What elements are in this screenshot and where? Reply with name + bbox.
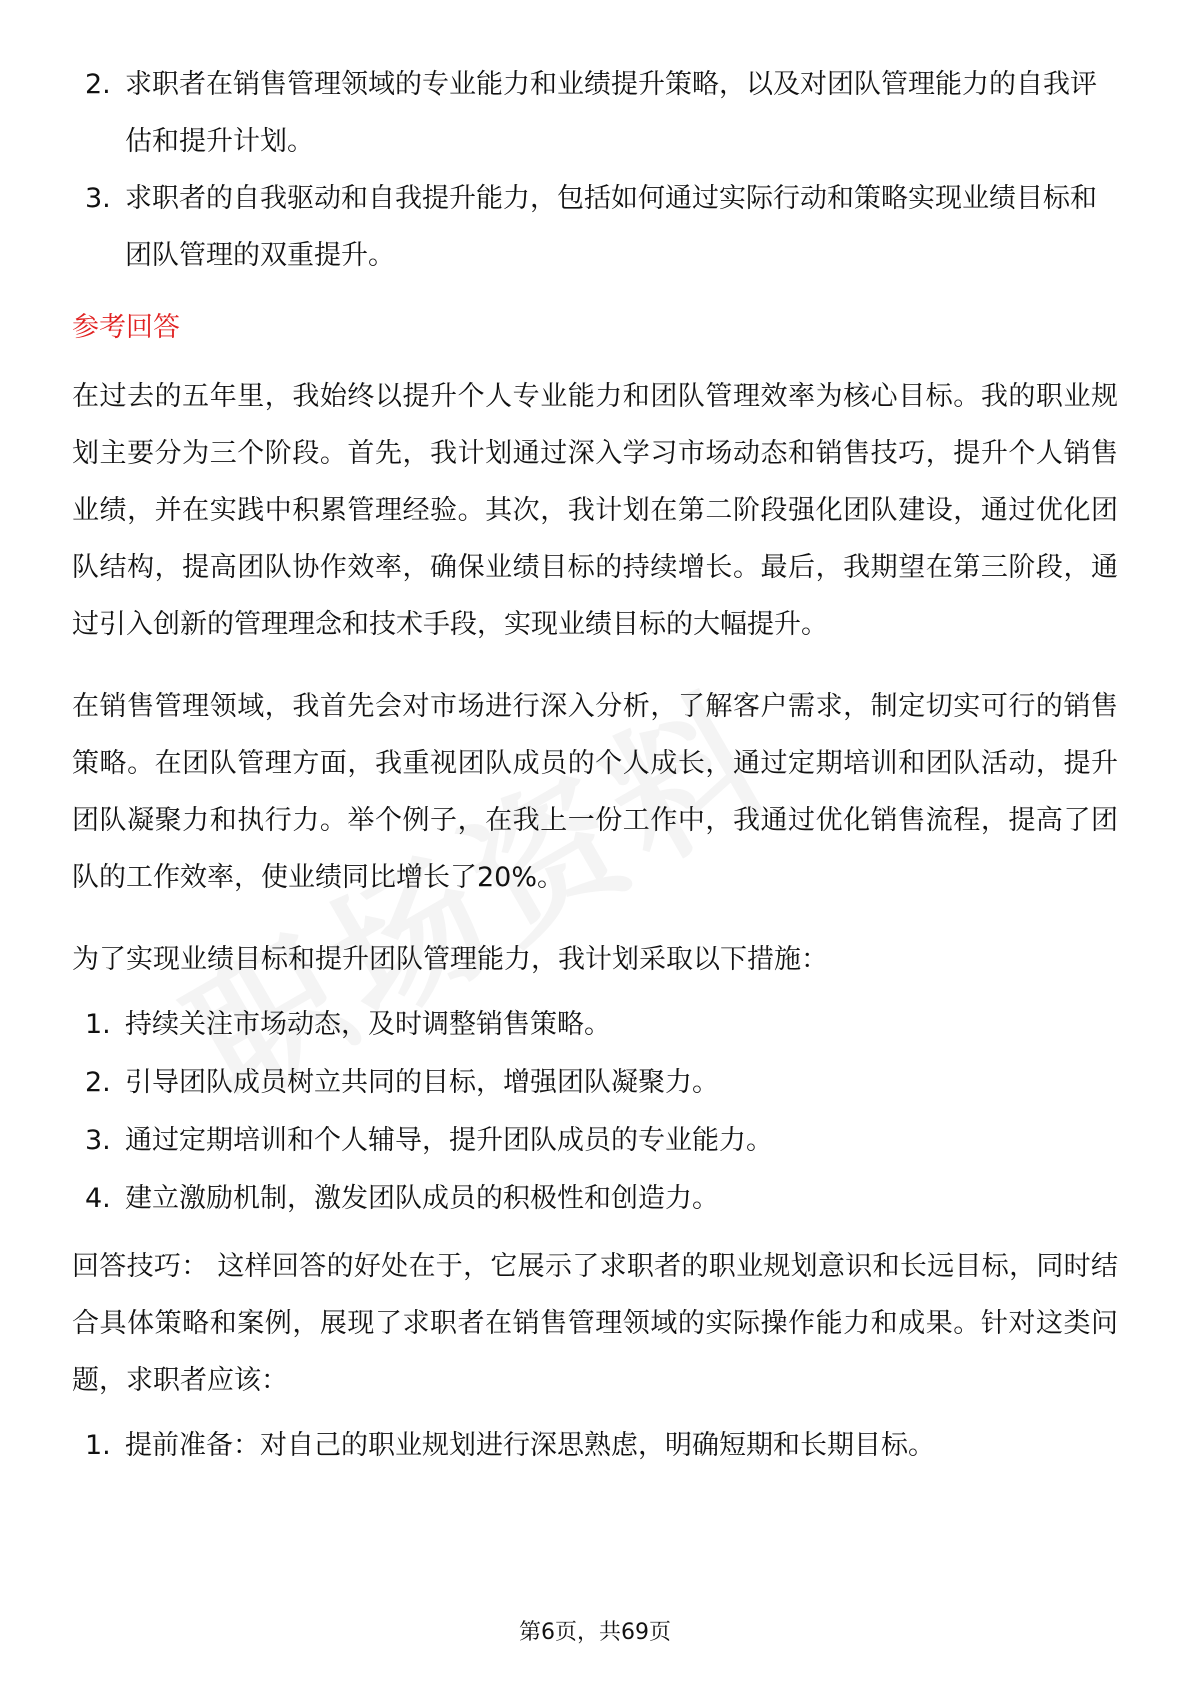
list-item	[72, 1427, 1118, 1465]
list-text: 求职者在销售管理领域的专业能力和业绩提升策略，以及对团队管理能力的自我评估和提升计划。	[125, 69, 1097, 157]
list-number: 3.	[85, 1125, 111, 1156]
question-focus-list	[72, 56, 1118, 284]
list-item	[72, 1122, 1118, 1160]
measures-list	[72, 1006, 1118, 1218]
list-number: 1.	[85, 1430, 111, 1461]
list-number: 4.	[85, 1183, 111, 1214]
list-text: 求职者的自我驱动和自我提升能力，包括如何通过实际行动和策略实现业绩目标和团队管理的双重提升。	[125, 183, 1097, 271]
list-item	[72, 56, 1118, 170]
list-text: 引导团队成员树立共同的目标，增强团队凝聚力。	[125, 1067, 719, 1098]
list-text: 建立激励机制，激发团队成员的积极性和创造力。	[125, 1183, 719, 1214]
list-label: 提前准备：	[125, 1430, 260, 1461]
section-title: 参考回答	[72, 312, 180, 343]
list-item	[72, 1180, 1118, 1218]
list-number: 2.	[85, 1067, 111, 1098]
list-number: 2.	[85, 69, 111, 100]
paragraph-measures-intro: 为了实现业绩目标和提升团队管理能力，我计划采取以下措施：	[72, 944, 828, 975]
paragraph-answer-tips: 回答技巧： 这样回答的好处在于，它展示了求职者的职业规划意识和长远目标，同时结合具体策略和案例，展现了求职者在销售管理领域的实际操作能力和成果。针对这类问题，求职者应该：	[72, 1251, 1118, 1396]
list-text: 通过定期培训和个人辅导，提升团队成员的专业能力。	[125, 1125, 773, 1156]
list-text: 持续关注市场动态，及时调整销售策略。	[125, 1009, 611, 1040]
list-item	[72, 1006, 1118, 1044]
document-body	[72, 56, 1118, 1485]
list-number: 3.	[85, 183, 111, 214]
paragraph-career-plan: 在过去的五年里，我始终以提升个人专业能力和团队管理效率为核心目标。我的职业规划主要分为三个阶段。首先，我计划通过深入学习市场动态和销售技巧，提升个人销售业绩，并在实践中积累管理经验。其次，我计划在第二阶段强化团队建设，通过优化团队结构，提高团队协作效率，确保业绩目标的持续增长。最后，我期望在第三阶段，通过引入创新的管理理念和技术手段，实现业绩目标的大幅提升。	[72, 381, 1118, 640]
list-item	[72, 1064, 1118, 1102]
list-text: 对自己的职业规划进行深思熟虑，明确短期和长期目标。	[260, 1430, 935, 1461]
list-number: 1.	[85, 1009, 111, 1040]
list-item	[72, 170, 1118, 284]
page-footer: 第6页，共69页	[519, 1620, 671, 1645]
paragraph-sales-management: 在销售管理领域，我首先会对市场进行深入分析，了解客户需求，制定切实可行的销售策略。在团队管理方面，我重视团队成员的个人成长，通过定期培训和团队活动，提升团队凝聚力和执行力。举个例子，在我上一份工作中，我通过优化销售流程，提高了团队的工作效率，使业绩同比增长了20%。	[72, 691, 1118, 893]
tips-list	[72, 1427, 1118, 1465]
